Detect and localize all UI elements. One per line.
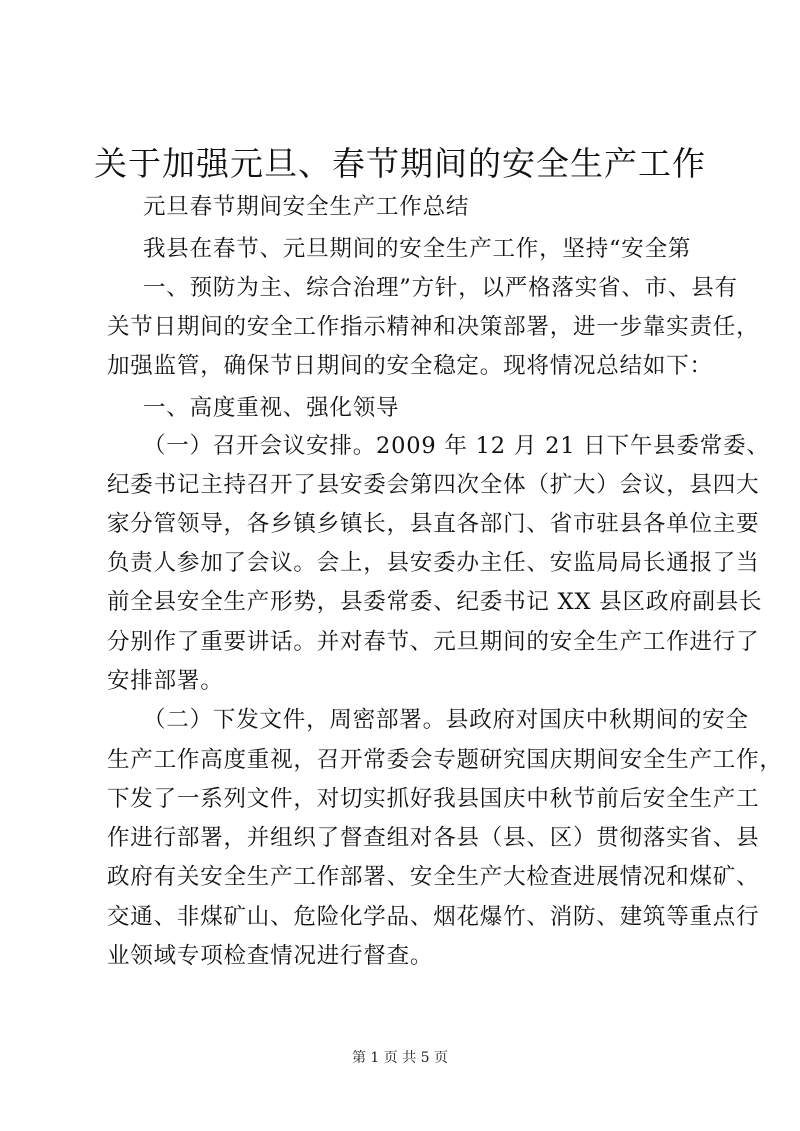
- body-line: 关节日期间的安全工作指示精神和决策部署，进一步靠实责任，: [107, 314, 760, 340]
- body-line: 下发了一系列文件，对切实抓好我县国庆中秋节前后安全生产工: [107, 786, 760, 812]
- body-line: 我县在春节、元旦期间的安全生产工作，坚持“安全第: [143, 236, 692, 262]
- body-line: 交通、非煤矿山、危险化学品、烟花爆竹、消防、建筑等重点行: [107, 904, 760, 930]
- body-line: （一）召开会议安排。2009 年 12 月 21 日下午县委常委、: [143, 433, 770, 459]
- body-line: 一、预防为主、综合治理”方针，以严格落实省、市、县有: [143, 275, 738, 301]
- subtitle-line: 元旦春节期间安全生产工作总结: [143, 194, 470, 220]
- body-line: 家分管领导，各乡镇乡镇长，县直各部门、省市驻县各单位主要: [107, 511, 760, 537]
- body-line: 生产工作高度重视，召开常委会专题研究国庆期间安全生产工作，: [107, 747, 783, 773]
- body-line: （二）下发文件，周密部署。县政府对国庆中秋期间的安全: [143, 707, 749, 733]
- body-line: 政府有关安全生产工作部署、安全生产大检查进展情况和煤矿、: [107, 864, 760, 890]
- body-line: 纪委书记主持召开了县安委会第四次全体（扩大）会议，县四大: [107, 472, 760, 498]
- body-line: 负责人参加了会议。会上，县安委办主任、安监局局长通报了当: [107, 550, 760, 576]
- body-line: 加强监管，确保节日期间的安全稳定。现将情况总结如下：: [107, 353, 713, 379]
- body-line: 业领域专项检查情况进行督查。: [107, 943, 434, 969]
- body-line: 分别作了重要讲话。并对春节、元旦期间的安全生产工作进行了: [107, 629, 760, 655]
- body-line: 前全县安全生产形势，县委常委、纪委书记 XX 县区政府副县长: [107, 589, 763, 615]
- document-title: 关于加强元旦、春节期间的安全生产工作: [94, 144, 706, 183]
- section-heading: 一、高度重视、强化领导: [143, 395, 400, 421]
- page-number: 第 1 页 共 5 页: [351, 1050, 449, 1066]
- body-line: 安排部署。: [107, 668, 224, 694]
- body-line: 作进行部署，并组织了督查组对各县（县、区）贯彻落实省、县: [107, 825, 760, 851]
